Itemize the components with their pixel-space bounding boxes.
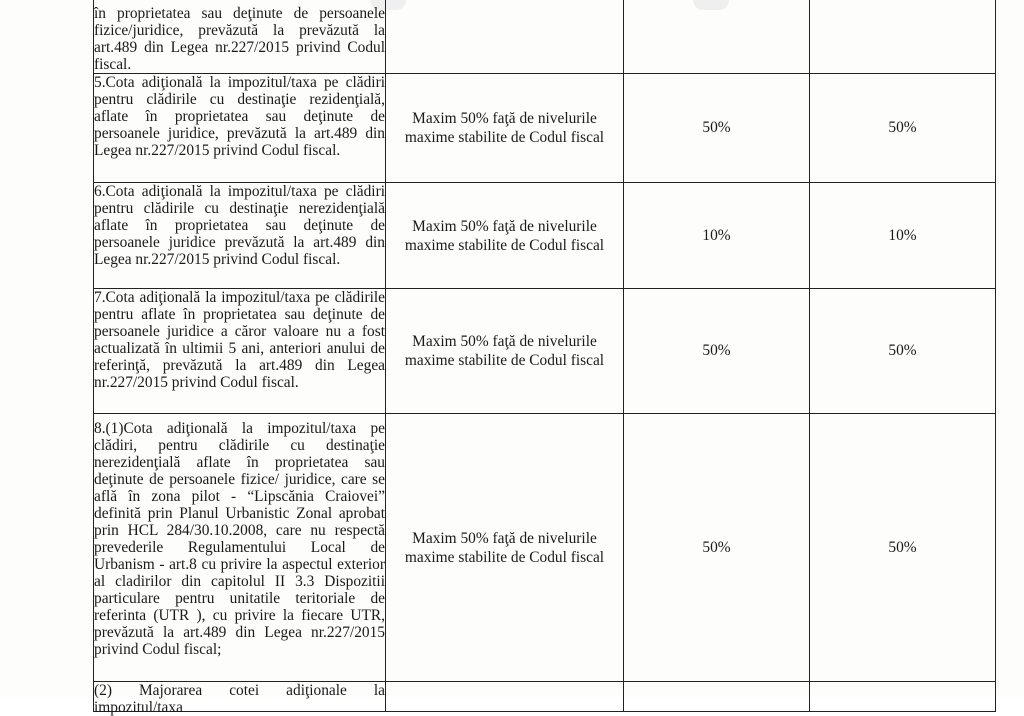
row-description: 6.Cota adiţională la impozitul/taxa pe clădiri pentru clădirile cu destinaţie nerezidenţială aflate în proprietatea sau deţinute de persoanele juridice prevăzută la art.489 din Legea nr.227/2015 privind Codul fiscal.: [94, 183, 386, 289]
row-description: 5.Cota adiţională la impozitul/taxa pe clădiri pentru clădirile cu destinaţie rezidenţială, aflate în proprietatea sau deţinute de persoanele juridice, prevăzută la art.489 din Legea nr.227/2015 privind Codul fiscal.: [94, 74, 386, 183]
row-description: în proprietatea sau deţinute de persoanele fizice/juridice, prevăzută la prevăzută la art.489 din Legea nr.227/2015 privind Codul fiscal.: [94, 0, 386, 74]
row-value-a: [624, 682, 810, 712]
row-value-a: 50%: [624, 414, 810, 682]
row-value-a: 50%: [624, 289, 810, 414]
table-row: [94, 682, 996, 712]
table-row: [94, 414, 996, 682]
row-value-b: 50%: [810, 414, 996, 682]
row-value-b: [810, 0, 996, 74]
row-description: 7.Cota adiţională la impozitul/taxa pe clădirile pentru aflate în proprietatea sau deţinute de persoanele juridice a căror valoare nu a fost actualizată în ultimii 5 ani, anteriori anului de referinţă, prevăzută la art.489 din Legea nr.227/2015 privind Codul fiscal.: [94, 289, 386, 414]
row-limit: [386, 0, 624, 74]
row-description: 8.(1)Cota adiţională la impozitul/taxa pe clădiri, pentru clădirile cu destinaţie nerezidenţială aflate în proprietatea sau deţinute de persoanele fizice/ juridice, care se află în zona pilot - “Lipscănia Craiovei” definită prin Planul Urbanistic Zonal aprobat prin HCL 284/30.10.2008, care nu respectă prevederile Regulamentului Local de Urbanism - art.8 cu privire la aspectul exterior al cladirilor din capitolul II 3.3 Dispozitii particulare pentru unitatile teritoriale de referinta (UTR ), cu privire la fiecare UTR, prevăzută la art.489 din Legea nr.227/2015 privind Codul fiscal;: [94, 414, 386, 682]
row-value-b: 10%: [810, 183, 996, 289]
table-row: [94, 74, 996, 183]
row-value-b: 50%: [810, 289, 996, 414]
row-value-a: 50%: [624, 74, 810, 183]
row-limit: Maxim 50% faţă de nivelurile maxime stabilite de Codul fiscal: [386, 183, 624, 289]
row-limit: Maxim 50% faţă de nivelurile maxime stabilite de Codul fiscal: [386, 74, 624, 183]
row-value-b: [810, 682, 996, 712]
table-row: [94, 289, 996, 414]
row-value-a: [624, 0, 810, 74]
row-value-b: 50%: [810, 74, 996, 183]
tax-rate-table: [93, 0, 996, 716]
table-row: [94, 0, 996, 74]
row-value-a: 10%: [624, 183, 810, 289]
row-limit: Maxim 50% faţă de nivelurile maxime stabilite de Codul fiscal: [386, 289, 624, 414]
row-limit: [386, 682, 624, 712]
row-description-cell: [94, 682, 386, 716]
table-row: [94, 183, 996, 289]
row-limit: Maxim 50% faţă de nivelurile maxime stabilite de Codul fiscal: [386, 414, 624, 682]
row-description: (2) Majorarea cotei adiţionale la impozitul/taxa: [94, 682, 385, 716]
